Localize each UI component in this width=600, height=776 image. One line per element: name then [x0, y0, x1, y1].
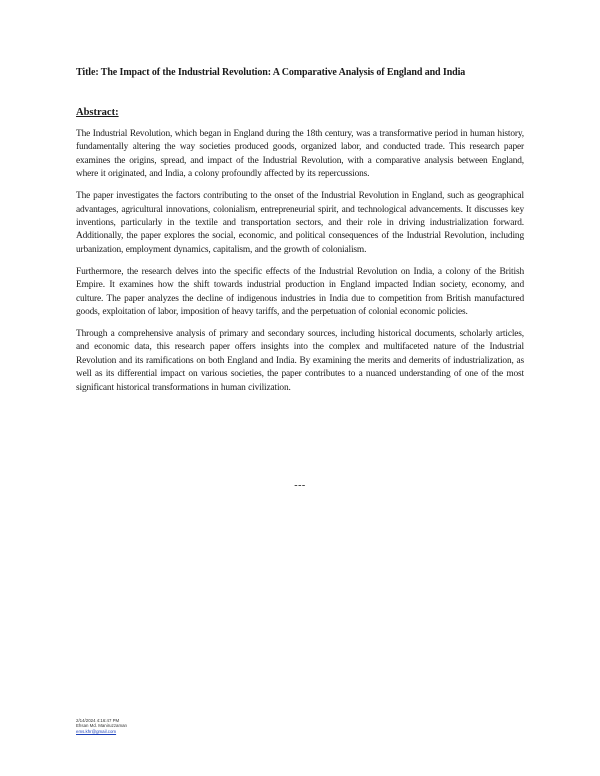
abstract-heading: Abstract:	[76, 107, 119, 118]
document-title: Title: The Impact of the Industrial Revolution: A Comparative Analysis of England and India	[76, 67, 466, 78]
abstract-paragraph: Furthermore, the research delves into the specific effects of the Industrial Revolution on India, a colony of the British Empire. It examines how the shift towards industrial production in England impacted Indian society, economy, and culture. The paper analyzes the decline of indigenous industries in India due to competition from British manufactured goods, exploitation of labor, imposition of heavy tariffs, and the perpetuation of colonial economic policies.	[76, 266, 524, 318]
abstract-paragraph: The Industrial Revolution, which began in England during the 18th century, was a transformative period in human history, fundamentally altering the way societies produced goods, organized labor, and conducted trade. This research paper examines the origins, spread, and impact of the Industrial Revolution, with a comparative analysis between England, where it originated, and India, a colony profoundly affected by its repercussions.	[76, 129, 524, 180]
footer-email-link[interactable]: ems.khr@gmail.com	[76, 728, 117, 734]
page-footer	[76, 718, 127, 734]
footer-author: Ehsan Md. Maniruzzaman	[76, 723, 128, 729]
section-separator: ---	[294, 480, 306, 491]
footer-timestamp: 2/14/2024 4:16:47 PM	[76, 718, 120, 723]
abstract-paragraph: The paper investigates the factors contributing to the onset of the Industrial Revolution in England, such as geographical advantages, agricultural innovations, colonialism, entrepreneurial spirit, and technological advancements. It discusses key inventions, particularly in the textile and transportation sectors, and their role in driving industrialization forward. Additionally, the paper explores the social, economic, and political consequences of the Industrial Revolution, including urbanization, employment dynamics, capitalism, and the growth of colonialism.	[76, 191, 524, 255]
abstract-body	[76, 128, 524, 404]
abstract-paragraph: Through a comprehensive analysis of primary and secondary sources, including historical documents, scholarly articles, and economic data, this research paper offers insights into the complex and multifaceted nature of the Industrial Revolution and its ramifications on both England and India. By examining the merits and demerits of industrialization, as well as its differential impact on various societies, the paper contributes to a nuanced understanding of one of the most significant historical transformations in human civilization.	[76, 329, 524, 393]
